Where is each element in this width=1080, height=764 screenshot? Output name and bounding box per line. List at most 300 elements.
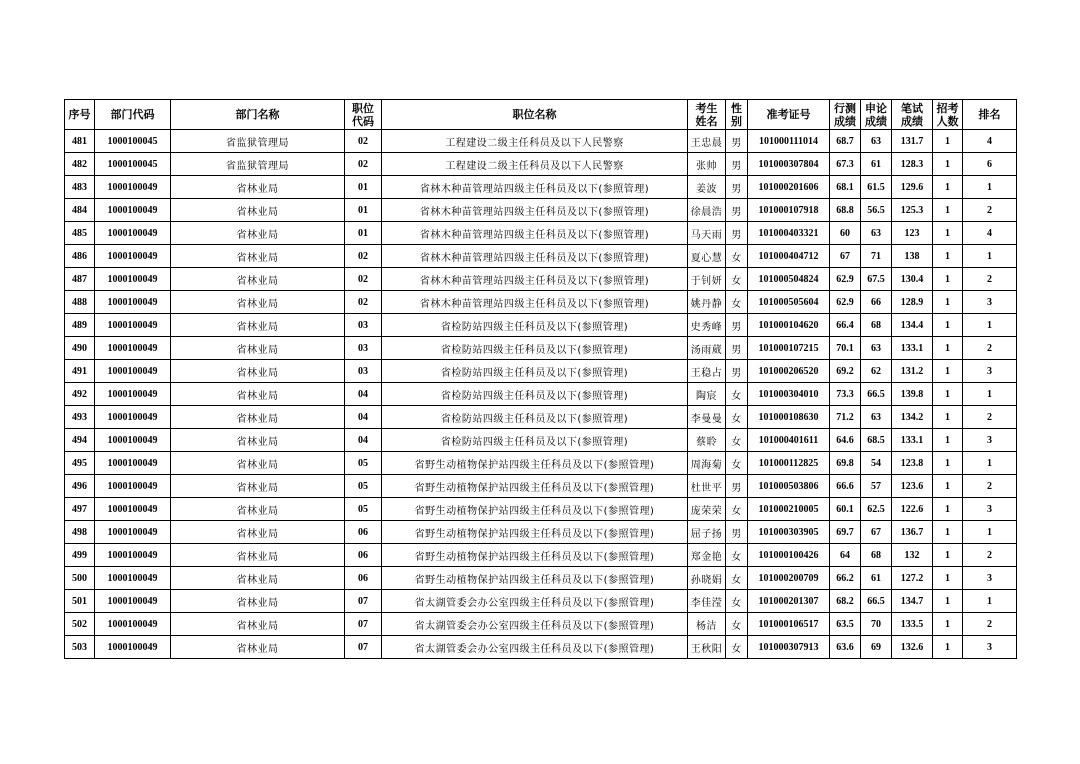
table-row <box>65 291 1017 314</box>
position-code-cell: 04 <box>345 406 382 429</box>
col-header-seq: 序号 <box>65 100 95 130</box>
aptitude-score-cell: 60.1 <box>830 498 861 521</box>
position-code-cell: 02 <box>345 291 382 314</box>
seq-cell: 502 <box>65 613 95 636</box>
hiring-count-cell: 1 <box>933 567 963 590</box>
hiring-count-cell: 1 <box>933 636 963 659</box>
rank-cell: 6 <box>963 153 1017 176</box>
dept-name-cell: 省林业局 <box>171 429 345 452</box>
aptitude-score-cell: 63.6 <box>830 636 861 659</box>
position-name-cell: 省野生动植物保护站四级主任科员及以下(参照管理) <box>382 452 688 475</box>
dept-code-cell: 1000100049 <box>95 222 171 245</box>
table-row <box>65 337 1017 360</box>
rank-cell: 3 <box>963 429 1017 452</box>
dept-code-cell: 1000100049 <box>95 199 171 222</box>
table-row <box>65 544 1017 567</box>
ticket-number-cell: 101000304010 <box>748 383 830 406</box>
gender-cell: 女 <box>726 636 748 659</box>
position-code-cell: 06 <box>345 521 382 544</box>
position-code-cell: 02 <box>345 268 382 291</box>
ticket-number-cell: 101000401611 <box>748 429 830 452</box>
essay-score-cell: 70 <box>861 613 892 636</box>
rank-cell: 3 <box>963 498 1017 521</box>
hiring-count-cell: 1 <box>933 498 963 521</box>
candidate-name-cell: 李曼曼 <box>688 406 726 429</box>
gender-cell: 男 <box>726 337 748 360</box>
ticket-number-cell: 101000107918 <box>748 199 830 222</box>
essay-score-cell: 61 <box>861 567 892 590</box>
rank-cell: 1 <box>963 590 1017 613</box>
dept-code-cell: 1000100049 <box>95 291 171 314</box>
gender-cell: 男 <box>726 222 748 245</box>
table-row <box>65 429 1017 452</box>
written-score-cell: 123.8 <box>892 452 933 475</box>
position-code-cell: 01 <box>345 222 382 245</box>
ticket-number-cell: 101000112825 <box>748 452 830 475</box>
col-header-ticket-number: 准考证号 <box>748 100 830 130</box>
seq-cell: 501 <box>65 590 95 613</box>
dept-name-cell: 省林业局 <box>171 245 345 268</box>
candidate-name-cell: 屈子扬 <box>688 521 726 544</box>
essay-score-cell: 68 <box>861 544 892 567</box>
position-code-cell: 02 <box>345 130 382 153</box>
rank-cell: 1 <box>963 452 1017 475</box>
dept-code-cell: 1000100049 <box>95 498 171 521</box>
position-name-cell: 省检防站四级主任科员及以下(参照管理) <box>382 314 688 337</box>
aptitude-score-cell: 73.3 <box>830 383 861 406</box>
seq-cell: 486 <box>65 245 95 268</box>
dept-code-cell: 1000100049 <box>95 337 171 360</box>
gender-cell: 男 <box>726 199 748 222</box>
dept-code-cell: 1000100049 <box>95 429 171 452</box>
essay-score-cell: 56.5 <box>861 199 892 222</box>
candidate-name-cell: 郑金艳 <box>688 544 726 567</box>
gender-cell: 女 <box>726 567 748 590</box>
dept-name-cell: 省林业局 <box>171 222 345 245</box>
essay-score-cell: 69 <box>861 636 892 659</box>
ticket-number-cell: 101000505604 <box>748 291 830 314</box>
hiring-count-cell: 1 <box>933 130 963 153</box>
essay-score-cell: 67 <box>861 521 892 544</box>
rank-cell: 2 <box>963 406 1017 429</box>
table-row <box>65 153 1017 176</box>
position-code-cell: 04 <box>345 429 382 452</box>
dept-code-cell: 1000100049 <box>95 567 171 590</box>
position-name-cell: 省检防站四级主任科员及以下(参照管理) <box>382 337 688 360</box>
candidate-name-cell: 史秀峰 <box>688 314 726 337</box>
written-score-cell: 127.2 <box>892 567 933 590</box>
table-row <box>65 130 1017 153</box>
aptitude-score-cell: 70.1 <box>830 337 861 360</box>
aptitude-score-cell: 68.7 <box>830 130 861 153</box>
dept-name-cell: 省监狱管理局 <box>171 130 345 153</box>
gender-cell: 女 <box>726 268 748 291</box>
candidate-name-cell: 张帅 <box>688 153 726 176</box>
dept-name-cell: 省林业局 <box>171 383 345 406</box>
dept-code-cell: 1000100049 <box>95 452 171 475</box>
position-code-cell: 06 <box>345 544 382 567</box>
gender-cell: 女 <box>726 429 748 452</box>
written-score-cell: 128.9 <box>892 291 933 314</box>
position-name-cell: 省林木种苗管理站四级主任科员及以下(参照管理) <box>382 245 688 268</box>
aptitude-score-cell: 64 <box>830 544 861 567</box>
table-row <box>65 590 1017 613</box>
position-name-cell: 省野生动植物保护站四级主任科员及以下(参照管理) <box>382 521 688 544</box>
essay-score-cell: 54 <box>861 452 892 475</box>
ticket-number-cell: 101000100426 <box>748 544 830 567</box>
essay-score-cell: 62 <box>861 360 892 383</box>
rank-cell: 2 <box>963 199 1017 222</box>
dept-code-cell: 1000100049 <box>95 636 171 659</box>
essay-score-cell: 71 <box>861 245 892 268</box>
position-code-cell: 06 <box>345 567 382 590</box>
dept-code-cell: 1000100049 <box>95 544 171 567</box>
essay-score-cell: 61.5 <box>861 176 892 199</box>
ticket-number-cell: 101000404712 <box>748 245 830 268</box>
rank-cell: 2 <box>963 337 1017 360</box>
position-code-cell: 05 <box>345 498 382 521</box>
essay-score-cell: 68.5 <box>861 429 892 452</box>
candidate-name-cell: 徐晨浩 <box>688 199 726 222</box>
rank-cell: 1 <box>963 314 1017 337</box>
rank-cell: 3 <box>963 567 1017 590</box>
gender-cell: 男 <box>726 153 748 176</box>
gender-cell: 女 <box>726 406 748 429</box>
hiring-count-cell: 1 <box>933 222 963 245</box>
rank-cell: 1 <box>963 245 1017 268</box>
gender-cell: 女 <box>726 590 748 613</box>
seq-cell: 488 <box>65 291 95 314</box>
dept-name-cell: 省林业局 <box>171 544 345 567</box>
dept-name-cell: 省监狱管理局 <box>171 153 345 176</box>
ticket-number-cell: 101000210005 <box>748 498 830 521</box>
position-name-cell: 省林木种苗管理站四级主任科员及以下(参照管理) <box>382 176 688 199</box>
dept-code-cell: 1000100049 <box>95 613 171 636</box>
rank-cell: 1 <box>963 176 1017 199</box>
table-row <box>65 314 1017 337</box>
table-row <box>65 613 1017 636</box>
rank-cell: 4 <box>963 222 1017 245</box>
table-row <box>65 268 1017 291</box>
ticket-number-cell: 101000403321 <box>748 222 830 245</box>
position-code-cell: 07 <box>345 613 382 636</box>
essay-score-cell: 63 <box>861 406 892 429</box>
gender-cell: 男 <box>726 360 748 383</box>
essay-score-cell: 63 <box>861 337 892 360</box>
dept-name-cell: 省林业局 <box>171 590 345 613</box>
table-row <box>65 567 1017 590</box>
seq-cell: 489 <box>65 314 95 337</box>
gender-cell: 女 <box>726 613 748 636</box>
seq-cell: 481 <box>65 130 95 153</box>
dept-name-cell: 省林业局 <box>171 199 345 222</box>
written-score-cell: 128.3 <box>892 153 933 176</box>
dept-name-cell: 省林业局 <box>171 475 345 498</box>
position-name-cell: 省检防站四级主任科员及以下(参照管理) <box>382 406 688 429</box>
written-score-cell: 129.6 <box>892 176 933 199</box>
written-score-cell: 123.6 <box>892 475 933 498</box>
dept-name-cell: 省林业局 <box>171 176 345 199</box>
position-code-cell: 07 <box>345 590 382 613</box>
written-score-cell: 139.8 <box>892 383 933 406</box>
essay-score-cell: 68 <box>861 314 892 337</box>
essay-score-cell: 63 <box>861 222 892 245</box>
aptitude-score-cell: 60 <box>830 222 861 245</box>
written-score-cell: 131.2 <box>892 360 933 383</box>
seq-cell: 483 <box>65 176 95 199</box>
ticket-number-cell: 101000206520 <box>748 360 830 383</box>
seq-cell: 500 <box>65 567 95 590</box>
written-score-cell: 134.2 <box>892 406 933 429</box>
dept-code-cell: 1000100045 <box>95 130 171 153</box>
position-name-cell: 省野生动植物保护站四级主任科员及以下(参照管理) <box>382 475 688 498</box>
written-score-cell: 132 <box>892 544 933 567</box>
position-code-cell: 02 <box>345 245 382 268</box>
written-score-cell: 123 <box>892 222 933 245</box>
seq-cell: 492 <box>65 383 95 406</box>
hiring-count-cell: 1 <box>933 613 963 636</box>
position-code-cell: 05 <box>345 452 382 475</box>
seq-cell: 485 <box>65 222 95 245</box>
position-name-cell: 省太湖管委会办公室四级主任科员及以下(参照管理) <box>382 613 688 636</box>
position-name-cell: 省野生动植物保护站四级主任科员及以下(参照管理) <box>382 498 688 521</box>
col-header-essay-score: 申论 成绩 <box>861 100 892 130</box>
rank-cell: 2 <box>963 544 1017 567</box>
hiring-count-cell: 1 <box>933 544 963 567</box>
ticket-number-cell: 101000307913 <box>748 636 830 659</box>
written-score-cell: 133.1 <box>892 337 933 360</box>
table-row <box>65 176 1017 199</box>
gender-cell: 女 <box>726 498 748 521</box>
dept-name-cell: 省林业局 <box>171 291 345 314</box>
dept-code-cell: 1000100049 <box>95 245 171 268</box>
col-header-aptitude-score: 行测 成绩 <box>830 100 861 130</box>
gender-cell: 男 <box>726 176 748 199</box>
table-body <box>65 130 1017 659</box>
table-row <box>65 245 1017 268</box>
aptitude-score-cell: 69.2 <box>830 360 861 383</box>
position-code-cell: 04 <box>345 383 382 406</box>
written-score-cell: 138 <box>892 245 933 268</box>
gender-cell: 女 <box>726 452 748 475</box>
position-name-cell: 省太湖管委会办公室四级主任科员及以下(参照管理) <box>382 636 688 659</box>
written-score-cell: 133.1 <box>892 429 933 452</box>
written-score-cell: 134.4 <box>892 314 933 337</box>
written-score-cell: 130.4 <box>892 268 933 291</box>
ticket-number-cell: 101000504824 <box>748 268 830 291</box>
hiring-count-cell: 1 <box>933 268 963 291</box>
written-score-cell: 132.6 <box>892 636 933 659</box>
dept-name-cell: 省林业局 <box>171 636 345 659</box>
dept-name-cell: 省林业局 <box>171 498 345 521</box>
aptitude-score-cell: 66.4 <box>830 314 861 337</box>
position-name-cell: 省野生动植物保护站四级主任科员及以下(参照管理) <box>382 544 688 567</box>
aptitude-score-cell: 71.2 <box>830 406 861 429</box>
seq-cell: 494 <box>65 429 95 452</box>
aptitude-score-cell: 63.5 <box>830 613 861 636</box>
position-name-cell: 省野生动植物保护站四级主任科员及以下(参照管理) <box>382 567 688 590</box>
candidate-name-cell: 姜波 <box>688 176 726 199</box>
ticket-number-cell: 101000111014 <box>748 130 830 153</box>
dept-code-cell: 1000100049 <box>95 590 171 613</box>
candidate-name-cell: 马天雨 <box>688 222 726 245</box>
rank-cell: 3 <box>963 360 1017 383</box>
candidate-name-cell: 周海菊 <box>688 452 726 475</box>
ticket-number-cell: 101000201606 <box>748 176 830 199</box>
candidate-name-cell: 杜世平 <box>688 475 726 498</box>
hiring-count-cell: 1 <box>933 406 963 429</box>
written-score-cell: 134.7 <box>892 590 933 613</box>
col-header-hiring-count: 招考 人数 <box>933 100 963 130</box>
dept-name-cell: 省林业局 <box>171 268 345 291</box>
table-row <box>65 360 1017 383</box>
table-row <box>65 199 1017 222</box>
gender-cell: 男 <box>726 130 748 153</box>
dept-name-cell: 省林业局 <box>171 406 345 429</box>
table-row <box>65 475 1017 498</box>
hiring-count-cell: 1 <box>933 337 963 360</box>
position-code-cell: 03 <box>345 337 382 360</box>
position-code-cell: 01 <box>345 176 382 199</box>
position-code-cell: 07 <box>345 636 382 659</box>
ticket-number-cell: 101000307804 <box>748 153 830 176</box>
seq-cell: 487 <box>65 268 95 291</box>
candidate-name-cell: 夏心慧 <box>688 245 726 268</box>
aptitude-score-cell: 69.7 <box>830 521 861 544</box>
aptitude-score-cell: 68.1 <box>830 176 861 199</box>
dept-code-cell: 1000100049 <box>95 314 171 337</box>
candidate-name-cell: 姚丹静 <box>688 291 726 314</box>
position-name-cell: 省林木种苗管理站四级主任科员及以下(参照管理) <box>382 222 688 245</box>
dept-name-cell: 省林业局 <box>171 613 345 636</box>
dept-name-cell: 省林业局 <box>171 521 345 544</box>
written-score-cell: 133.5 <box>892 613 933 636</box>
position-name-cell: 省检防站四级主任科员及以下(参照管理) <box>382 429 688 452</box>
rank-cell: 4 <box>963 130 1017 153</box>
table-row <box>65 498 1017 521</box>
seq-cell: 484 <box>65 199 95 222</box>
dept-name-cell: 省林业局 <box>171 360 345 383</box>
ticket-number-cell: 101000108630 <box>748 406 830 429</box>
gender-cell: 女 <box>726 383 748 406</box>
rank-cell: 2 <box>963 613 1017 636</box>
hiring-count-cell: 1 <box>933 521 963 544</box>
seq-cell: 491 <box>65 360 95 383</box>
seq-cell: 499 <box>65 544 95 567</box>
dept-code-cell: 1000100049 <box>95 268 171 291</box>
col-header-written-score: 笔试 成绩 <box>892 100 933 130</box>
dept-code-cell: 1000100049 <box>95 383 171 406</box>
gender-cell: 男 <box>726 314 748 337</box>
essay-score-cell: 62.5 <box>861 498 892 521</box>
col-header-position-name: 职位名称 <box>382 100 688 130</box>
written-score-cell: 131.7 <box>892 130 933 153</box>
hiring-count-cell: 1 <box>933 590 963 613</box>
col-header-rank: 排名 <box>963 100 1017 130</box>
position-name-cell: 工程建设二级主任科员及以下人民警察 <box>382 153 688 176</box>
position-name-cell: 省检防站四级主任科员及以下(参照管理) <box>382 383 688 406</box>
candidate-name-cell: 王忠晨 <box>688 130 726 153</box>
rank-cell: 2 <box>963 268 1017 291</box>
position-name-cell: 工程建设二级主任科员及以下人民警察 <box>382 130 688 153</box>
aptitude-score-cell: 69.8 <box>830 452 861 475</box>
essay-score-cell: 67.5 <box>861 268 892 291</box>
aptitude-score-cell: 64.6 <box>830 429 861 452</box>
rank-cell: 1 <box>963 521 1017 544</box>
ticket-number-cell: 101000104620 <box>748 314 830 337</box>
candidate-name-cell: 蔡聆 <box>688 429 726 452</box>
dept-name-cell: 省林业局 <box>171 452 345 475</box>
essay-score-cell: 66 <box>861 291 892 314</box>
rank-cell: 2 <box>963 475 1017 498</box>
col-header-position-code: 职位 代码 <box>345 100 382 130</box>
aptitude-score-cell: 62.9 <box>830 291 861 314</box>
essay-score-cell: 57 <box>861 475 892 498</box>
seq-cell: 495 <box>65 452 95 475</box>
dept-code-cell: 1000100045 <box>95 153 171 176</box>
ticket-number-cell: 101000200709 <box>748 567 830 590</box>
aptitude-score-cell: 67 <box>830 245 861 268</box>
aptitude-score-cell: 66.2 <box>830 567 861 590</box>
candidate-name-cell: 于钊妍 <box>688 268 726 291</box>
table-row <box>65 521 1017 544</box>
seq-cell: 482 <box>65 153 95 176</box>
candidate-name-cell: 汤雨葳 <box>688 337 726 360</box>
dept-name-cell: 省林业局 <box>171 337 345 360</box>
ticket-number-cell: 101000107215 <box>748 337 830 360</box>
position-name-cell: 省林木种苗管理站四级主任科员及以下(参照管理) <box>382 199 688 222</box>
header-row <box>65 100 1017 130</box>
candidate-name-cell: 孙晓娟 <box>688 567 726 590</box>
position-code-cell: 03 <box>345 360 382 383</box>
gender-cell: 女 <box>726 245 748 268</box>
seq-cell: 496 <box>65 475 95 498</box>
col-header-candidate-name: 考生 姓名 <box>688 100 726 130</box>
rank-cell: 1 <box>963 383 1017 406</box>
table-row <box>65 222 1017 245</box>
seq-cell: 493 <box>65 406 95 429</box>
col-header-dept-name: 部门名称 <box>171 100 345 130</box>
candidate-name-cell: 王秋阳 <box>688 636 726 659</box>
written-score-cell: 136.7 <box>892 521 933 544</box>
candidate-name-cell: 杨洁 <box>688 613 726 636</box>
hiring-count-cell: 1 <box>933 291 963 314</box>
aptitude-score-cell: 62.9 <box>830 268 861 291</box>
position-code-cell: 03 <box>345 314 382 337</box>
hiring-count-cell: 1 <box>933 360 963 383</box>
position-code-cell: 05 <box>345 475 382 498</box>
table-row <box>65 452 1017 475</box>
position-name-cell: 省太湖管委会办公室四级主任科员及以下(参照管理) <box>382 590 688 613</box>
position-name-cell: 省林木种苗管理站四级主任科员及以下(参照管理) <box>382 268 688 291</box>
aptitude-score-cell: 68.8 <box>830 199 861 222</box>
hiring-count-cell: 1 <box>933 452 963 475</box>
rank-cell: 3 <box>963 291 1017 314</box>
hiring-count-cell: 1 <box>933 176 963 199</box>
aptitude-score-cell: 66.6 <box>830 475 861 498</box>
dept-name-cell: 省林业局 <box>171 567 345 590</box>
hiring-count-cell: 1 <box>933 314 963 337</box>
position-code-cell: 01 <box>345 199 382 222</box>
candidate-name-cell: 庞荣荣 <box>688 498 726 521</box>
hiring-count-cell: 1 <box>933 475 963 498</box>
candidate-name-cell: 陶宸 <box>688 383 726 406</box>
col-header-gender: 性 别 <box>726 100 748 130</box>
dept-name-cell: 省林业局 <box>171 314 345 337</box>
aptitude-score-cell: 67.3 <box>830 153 861 176</box>
dept-code-cell: 1000100049 <box>95 521 171 544</box>
hiring-count-cell: 1 <box>933 245 963 268</box>
